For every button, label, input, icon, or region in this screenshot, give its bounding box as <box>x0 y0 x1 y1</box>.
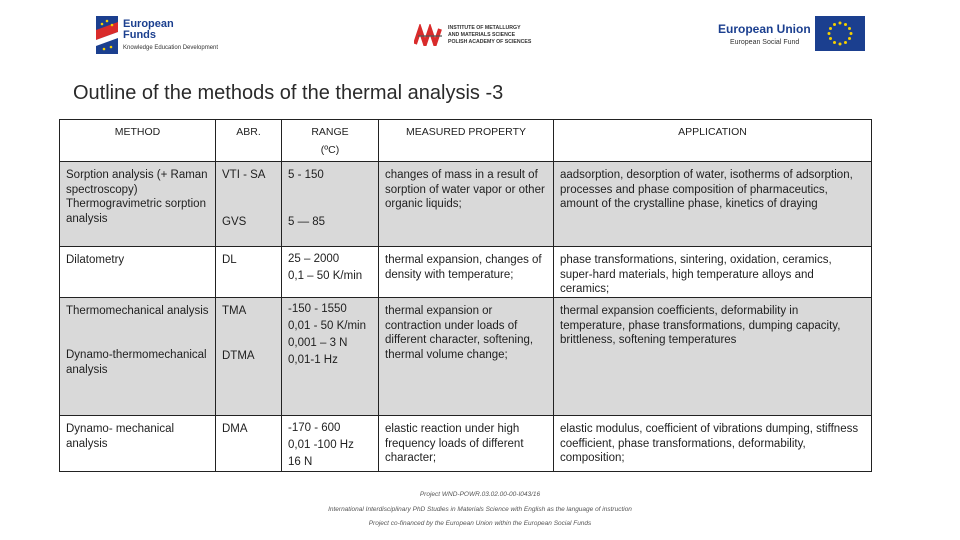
abr-text: GVS <box>222 216 247 228</box>
cell-property <box>379 162 554 247</box>
cell-application <box>554 247 872 298</box>
application-text: aadsorption, desorption of water, isotherms of adsorption, processes and phase composition of pharmaceutics, amount of the crystalline phase, kinetics of draying <box>560 169 853 210</box>
method-text: Dynamo-thermomechanical analysis <box>66 349 207 376</box>
abr-text: TMA <box>222 305 247 317</box>
cell-abr <box>216 298 282 416</box>
range-text: 5 - 150 <box>288 169 324 181</box>
method-text: Sorption analysis (+ Raman spectroscopy) <box>66 169 208 196</box>
cell-range <box>282 162 379 247</box>
abr-text: VTI - SA <box>222 169 266 181</box>
european-funds-flag-icon <box>96 16 118 54</box>
cell-method <box>60 298 216 416</box>
property-text: thermal expansion or contraction under loads of different character, softening, thermal volume change; <box>385 305 534 361</box>
institute-emblem-icon <box>414 24 444 46</box>
cell-method <box>60 162 216 247</box>
cell-application <box>554 416 872 472</box>
table-row <box>60 162 872 247</box>
table-row <box>60 247 872 298</box>
method-text: Dynamo- mechanical analysis <box>66 423 175 450</box>
table-header-row <box>60 120 872 162</box>
header-property: MEASURED PROPERTY <box>379 120 554 162</box>
abr-text: DL <box>222 254 237 266</box>
institute-logo <box>414 22 564 52</box>
european-union-logo <box>718 16 868 54</box>
cell-property <box>379 416 554 472</box>
slide-title: Outline of the methods of the thermal analysis -3 <box>73 82 504 104</box>
cell-method <box>60 416 216 472</box>
table-row <box>60 298 872 416</box>
property-text: changes of mass in a result of sorption of water vapor or other organic liquids; <box>385 169 545 210</box>
footer-project-number: Project WND-POWR.03.02.00-00-I043/16 <box>419 491 541 498</box>
european-union-subtitle: European Social Fund <box>730 39 800 46</box>
abr-text: DMA <box>222 423 248 435</box>
cell-abr <box>216 247 282 298</box>
cell-range <box>282 416 379 472</box>
method-text: Dilatometry <box>66 254 125 266</box>
cell-range <box>282 247 379 298</box>
cell-method <box>60 247 216 298</box>
header-abr: ABR. <box>216 120 282 162</box>
range-text: 0,001 – 3 N <box>288 337 348 349</box>
cell-property <box>379 298 554 416</box>
methods-table <box>59 119 872 472</box>
cell-application <box>554 298 872 416</box>
institute-line3: POLISH ACADEMY OF SCIENCES <box>448 38 532 45</box>
header-range-label: RANGE <box>311 126 349 138</box>
property-text: elastic reaction under high frequency loads of different character; <box>385 423 524 464</box>
range-text: 0,1 – 50 K/min <box>288 270 363 282</box>
cell-application <box>554 162 872 247</box>
header-range <box>282 120 379 162</box>
footer-program: International Interdisciplinary PhD Studies in Materials Science with English as the language of instruction <box>328 506 632 513</box>
european-funds-subtitle: Knowledge Education Development <box>123 45 219 51</box>
method-text: Thermogravimetric sorption analysis <box>66 198 206 225</box>
application-text: phase transformations, sintering, oxidation, ceramics, super-hard materials, high temperature alloys and ceramics; <box>560 254 832 295</box>
european-funds-line2: Funds <box>123 29 156 41</box>
abr-text: DTMA <box>222 350 255 362</box>
footer-cofinance: Project co-financed by the European Union within the European Social Funds <box>368 520 592 527</box>
table-row <box>60 416 872 472</box>
range-text: 0,01 - 50 K/min <box>288 320 366 332</box>
header-range-unit: (ºC) <box>320 143 340 156</box>
range-text: -150 - 1550 <box>288 303 347 315</box>
cell-abr <box>216 416 282 472</box>
european-union-title: European Union <box>718 22 811 36</box>
method-text: Thermomechanical analysis <box>66 305 209 317</box>
application-text: elastic modulus, coefficient of vibrations dumping, stiffness coefficient, phase transformations, deformability, composition; <box>560 423 859 464</box>
application-text: thermal expansion coefficients, deformability in temperature, phase transformations, dumping capacity, brittleness, softening temperatures <box>560 305 841 346</box>
institute-line1: INSTITUTE OF METALLURGY <box>448 25 521 31</box>
range-text: 25 – 2000 <box>288 253 340 265</box>
european-funds-logo <box>96 16 246 56</box>
european-funds-line1: European <box>123 18 174 30</box>
cell-abr <box>216 162 282 247</box>
cell-property <box>379 247 554 298</box>
eu-flag-icon <box>815 16 865 51</box>
range-text: -170 - 600 <box>288 422 341 434</box>
property-text: thermal expansion, changes of density with temperature; <box>385 254 542 281</box>
cell-range <box>282 298 379 416</box>
range-text: 16 N <box>288 456 313 468</box>
range-text: 0,01 -100 Hz <box>288 439 354 451</box>
range-text: 0,01-1 Hz <box>288 354 338 366</box>
header-method: METHOD <box>60 120 216 162</box>
range-text: 5 — 85 <box>288 216 326 228</box>
institute-line2: AND MATERIALS SCIENCE <box>448 31 516 38</box>
header-application: APPLICATION <box>554 120 872 162</box>
